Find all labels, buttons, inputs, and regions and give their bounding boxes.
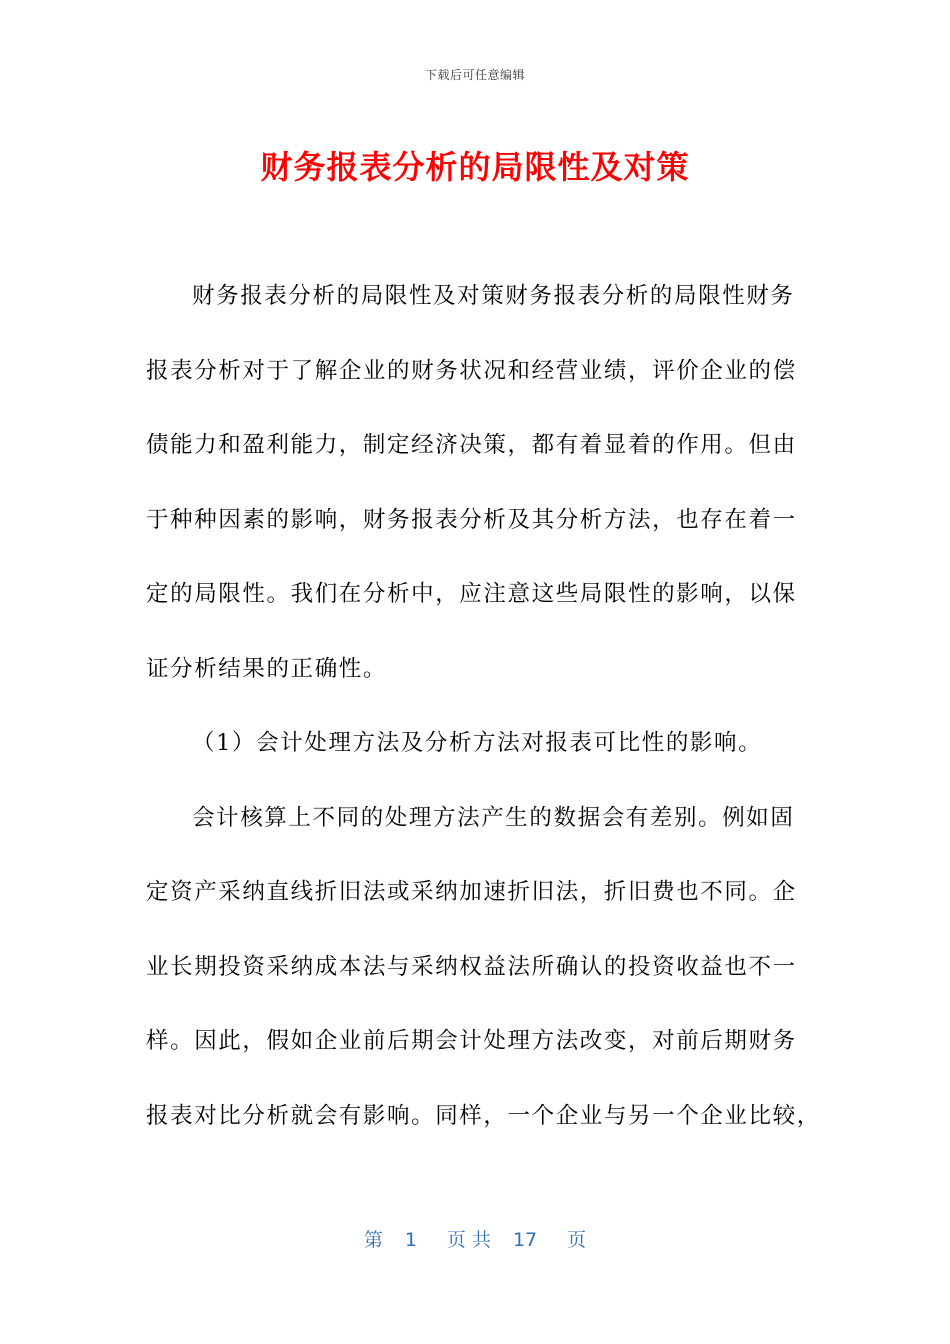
paragraph-line: 定的局限性。我们在分析中，应注意这些局限性的影响，以保 (146, 581, 797, 607)
paragraph-line: 定资产采纳直线折旧法或采纳加速折旧法，折旧费也不同。企 (146, 879, 797, 905)
paragraph-line: 债能力和盈利能力，制定经济决策，都有着显着的作用。但由 (146, 432, 797, 458)
page-footer (0, 1225, 950, 1252)
paragraph-line: 财务报表分析的局限性及对策财务报表分析的局限性财务 (192, 283, 795, 309)
document-body (146, 270, 821, 1164)
page-header-note: 下载后可任意编辑 (424, 68, 525, 82)
footer-suffix: 页 (567, 1229, 587, 1251)
paragraph-line: 报表分析对于了解企业的财务状况和经营业绩，评价企业的偿 (146, 357, 797, 384)
paragraph-line: 业长期投资采纳成本法与采纳权益法所确认的投资收益也不一 (146, 953, 797, 980)
footer-middle: 页 共 (446, 1229, 491, 1251)
footer-current-page: 1 (404, 1229, 417, 1251)
section-heading-line: （1）会计处理方法及分析方法对报表可比性的影响。 (192, 730, 763, 756)
footer-total-pages: 17 (512, 1229, 538, 1251)
footer-prefix: 第 (363, 1229, 383, 1251)
paragraph-line: 报表对比分析就会有影响。同样，一个企业与另一个企业比较， (146, 1102, 821, 1129)
paragraph-line: 证分析结果的正确性。 (146, 655, 388, 682)
paragraph-line: 于种种因素的影响，财务报表分析及其分析方法，也存在着一 (146, 506, 797, 533)
document-title: 财务报表分析的局限性及对策 (260, 148, 690, 186)
paragraph-line: 会计核算上不同的处理方法产生的数据会有差别。例如固 (192, 804, 795, 831)
paragraph-line: 样。因此，假如企业前后期会计处理方法改变，对前后期财务 (146, 1028, 797, 1054)
